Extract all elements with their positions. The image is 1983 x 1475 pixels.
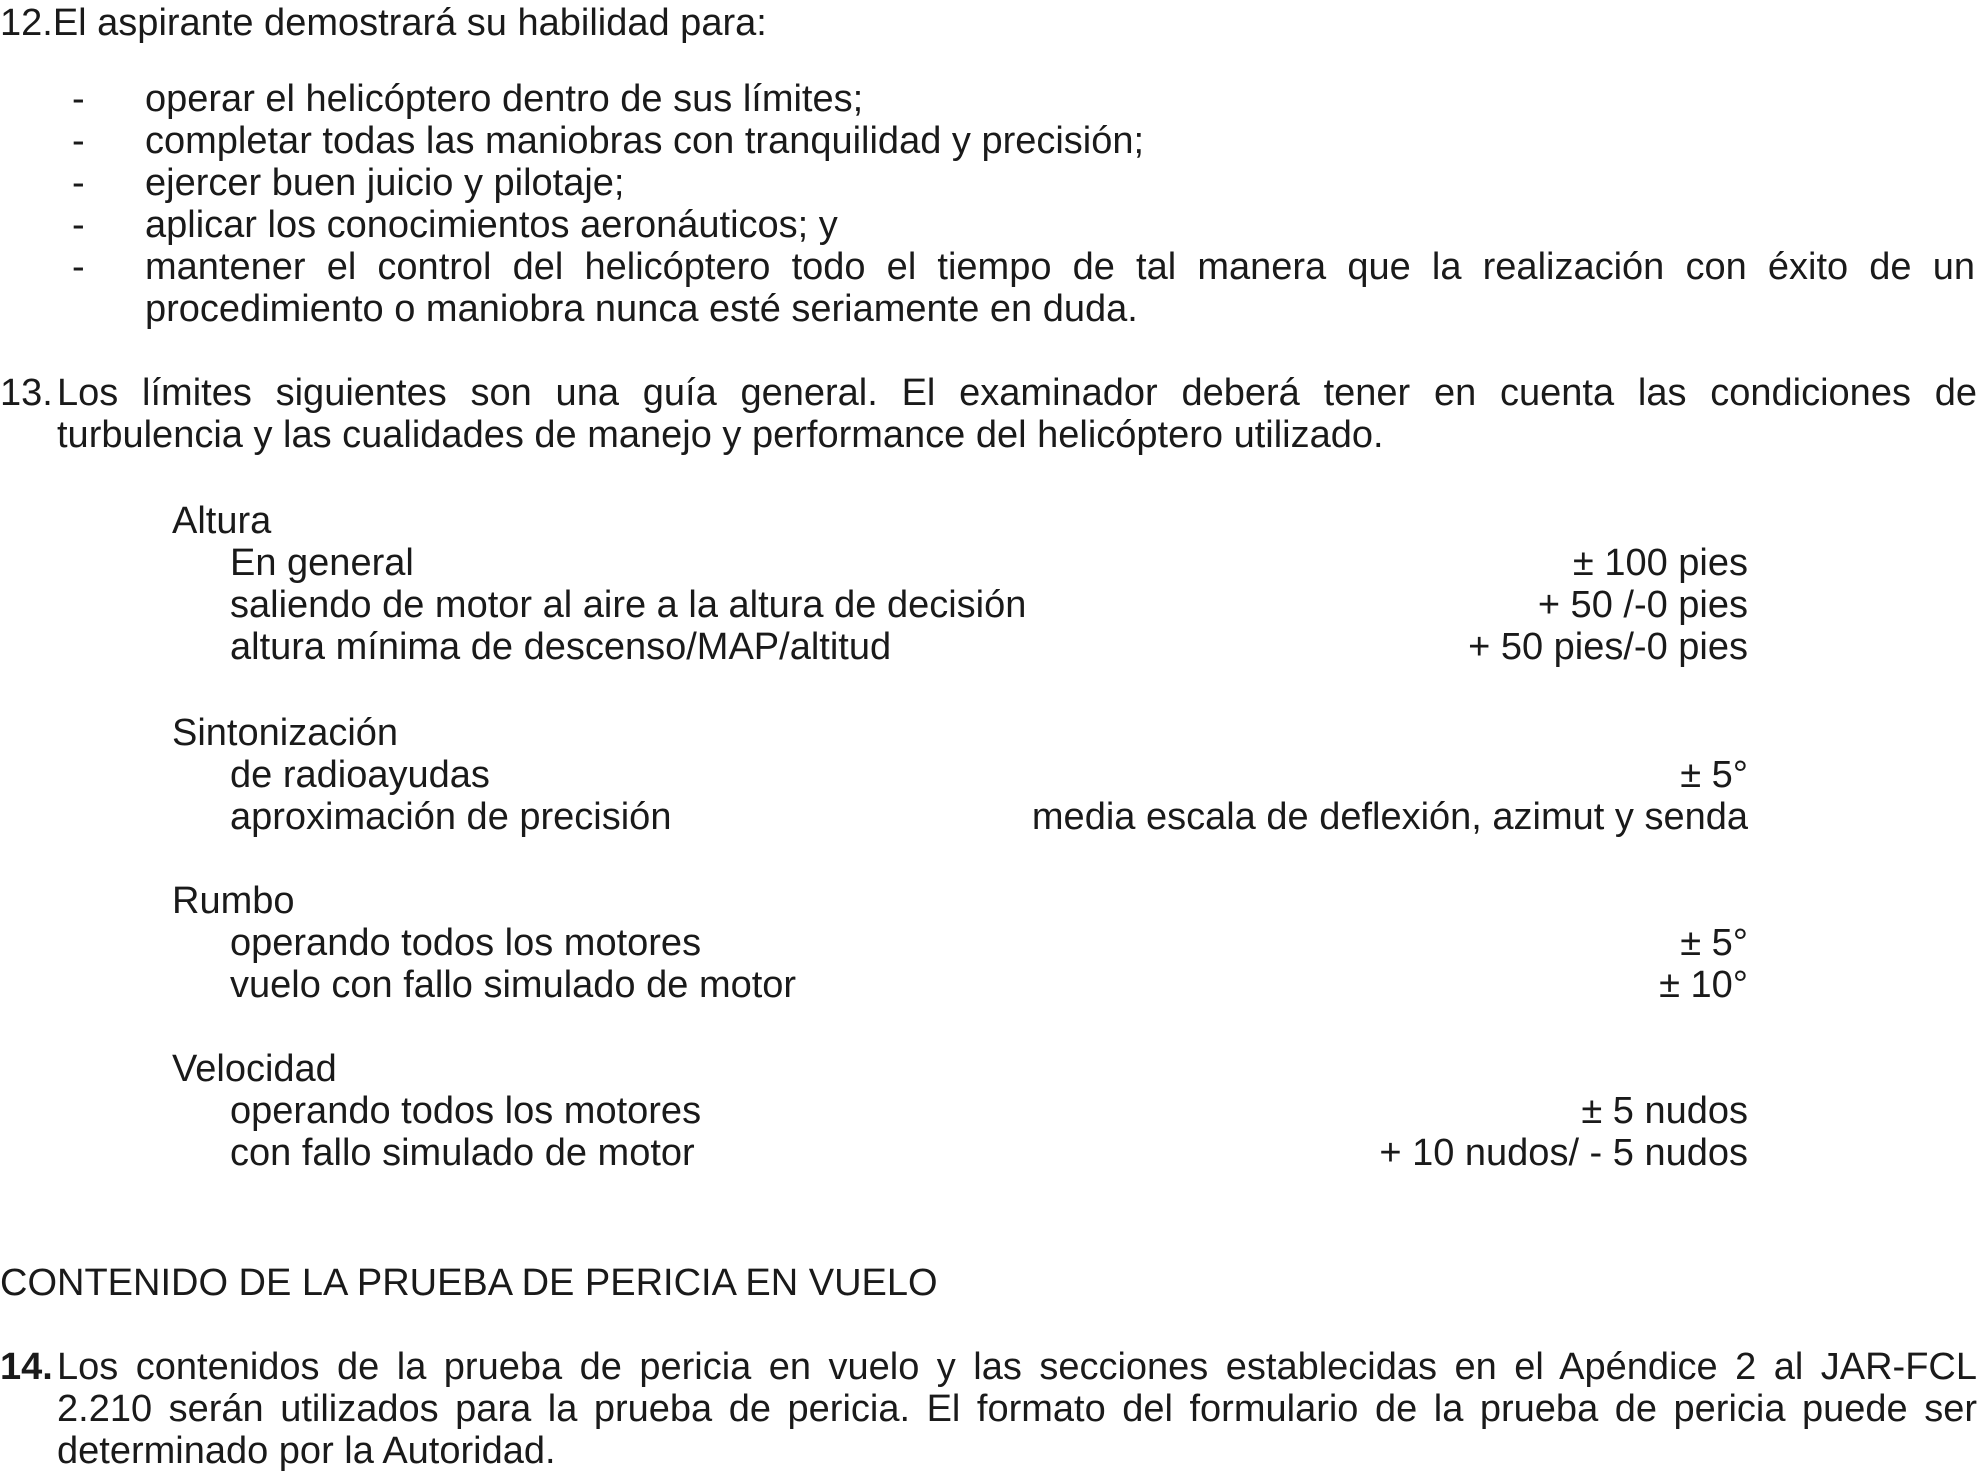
limit-row-value: + 50 /-0 pies <box>1537 584 1748 626</box>
bullet-dash: - <box>72 246 85 288</box>
section-13-line-2: turbulencia y las cualidades de manejo y performance del helicóptero utilizado. <box>57 414 1384 456</box>
limit-group-title: Sintonización <box>172 712 399 754</box>
limit-group-title: Velocidad <box>172 1048 337 1090</box>
limit-row-label: saliendo de motor al aire a la altura de decisión <box>230 584 1027 626</box>
section-13-number: 13. <box>0 372 53 414</box>
limit-row-value: ± 100 pies <box>1572 542 1748 584</box>
bullet-dash: - <box>72 204 85 246</box>
list-item: operar el helicóptero dentro de sus límites; <box>145 78 864 120</box>
limit-row-value: + 50 pies/-0 pies <box>1468 626 1748 668</box>
bullet-dash: - <box>72 78 85 120</box>
limit-row-value: + 10 nudos/ - 5 nudos <box>1379 1132 1748 1174</box>
limit-row-value: media escala de deflexión, azimut y senda <box>1031 796 1748 838</box>
section-14-line-1: Los contenidos de la prueba de pericia en vuelo y las secciones establecidas en el Apéndice 2 al JAR-FCL <box>57 1346 1977 1388</box>
limit-row-value: ± 5° <box>1680 754 1748 796</box>
list-item: ejercer buen juicio y pilotaje; <box>145 162 625 204</box>
section-heading: CONTENIDO DE LA PRUEBA DE PERICIA EN VUELO <box>0 1262 938 1304</box>
limit-row-label: de radioayudas <box>230 754 490 796</box>
limit-group-title: Altura <box>172 500 272 542</box>
section-14-number: 14. <box>0 1346 53 1388</box>
list-item: mantener el control del helicóptero todo el tiempo de tal manera que la realización con éxito de un <box>145 246 1975 288</box>
limit-row-label: operando todos los motores <box>230 922 702 964</box>
section-13-line-1: Los límites siguientes son una guía general. El examinador deberá tener en cuenta las condiciones de <box>57 372 1977 414</box>
list-item: completar todas las maniobras con tranquilidad y precisión; <box>145 120 1145 162</box>
limit-row-label: En general <box>230 542 414 584</box>
section-12-number: 12. <box>0 2 53 44</box>
section-14-line-2: 2.210 serán utilizados para la prueba de pericia. El formato del formulario de la prueba de pericia puede ser <box>57 1388 1977 1430</box>
limit-row-label: aproximación de precisión <box>230 796 672 838</box>
list-item-continuation: procedimiento o maniobra nunca esté seriamente en duda. <box>145 288 1138 330</box>
section-14-line-3: determinado por la Autoridad. <box>57 1430 556 1472</box>
section-12-intro <box>0 2 767 44</box>
bullet-dash: - <box>72 162 85 204</box>
limit-row-label: vuelo con fallo simulado de motor <box>230 964 797 1006</box>
list-item: aplicar los conocimientos aeronáuticos; y <box>145 204 838 246</box>
limit-group-title: Rumbo <box>172 880 295 922</box>
limit-row-label: operando todos los motores <box>230 1090 702 1132</box>
limit-row-value: ± 5° <box>1680 922 1748 964</box>
limit-row-label: altura mínima de descenso/MAP/altitud <box>230 626 892 668</box>
limit-row-label: con fallo simulado de motor <box>230 1132 695 1174</box>
section-12-intro-text: El aspirante demostrará su habilidad para: <box>52 2 767 44</box>
bullet-dash: - <box>72 120 85 162</box>
limit-row-value: ± 10° <box>1659 964 1748 1006</box>
limit-row-value: ± 5 nudos <box>1581 1090 1748 1132</box>
